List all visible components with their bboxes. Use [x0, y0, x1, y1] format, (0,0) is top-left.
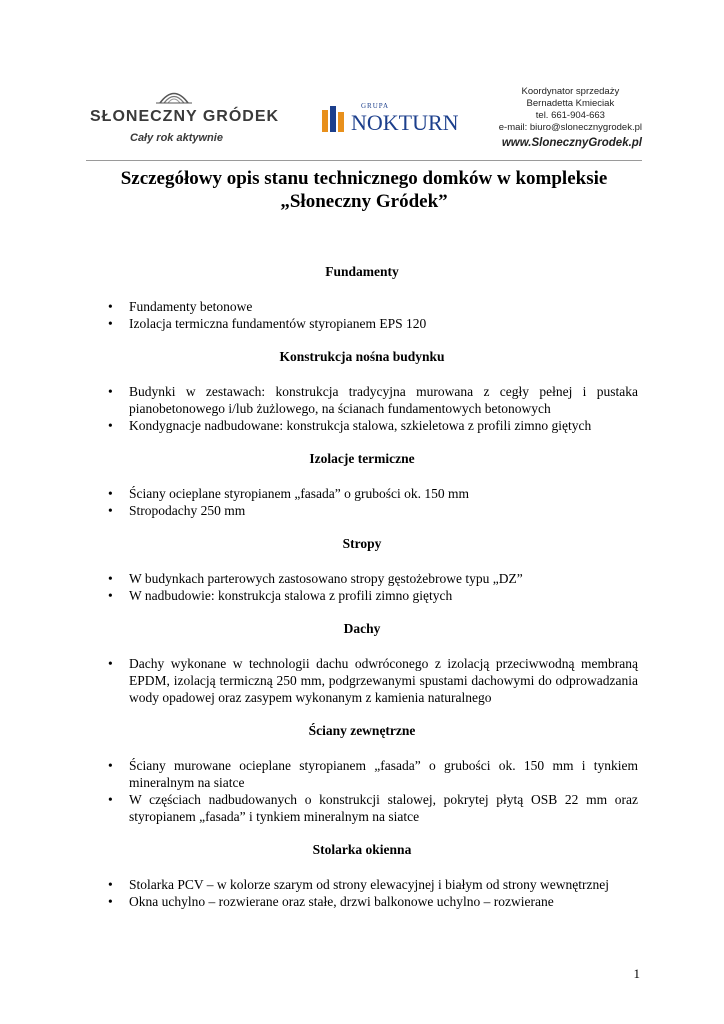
section-heading-konstrukcja: Konstrukcja nośna budynku	[279, 349, 445, 364]
section-list-konstrukcja	[108, 383, 638, 434]
list-item-text: W nadbudowie: konstrukcja stalowa z profili zimno giętych	[129, 588, 453, 603]
logo-name: SŁONECZNY GRÓDEK	[90, 108, 280, 125]
list-item	[108, 315, 638, 332]
list-item-text: W budynkach parterowych zastosowano stropy gęstożebrowe typu „DZ”	[129, 571, 523, 586]
section-heading-izolacje: Izolacje termiczne	[309, 451, 415, 466]
document-body	[108, 264, 638, 927]
logo-tagline: Cały rok aktywnie	[130, 132, 223, 144]
list-item-text: Izolacja termiczna fundamentów styropianem EPS 120	[129, 316, 427, 331]
list-item-text: Ściany murowane ocieplane styropianem „fasada” o grubości ok. 150 mm i tynkiem mineralnym na siatce	[129, 758, 638, 790]
header-divider	[86, 160, 642, 161]
section-list-stolarka	[108, 876, 638, 910]
list-item-text: Okna uchylno – rozwierane oraz stałe, drzwi balkonowe uchylno – rozwierane	[129, 894, 554, 909]
document-title	[86, 167, 642, 213]
website-link[interactable]: www.SlonecznyGrodek.pl	[501, 137, 642, 149]
title-line-1: Szczegółowy opis stanu technicznego domków w kompleksie	[120, 168, 608, 189]
list-item	[108, 757, 638, 791]
section-heading-fundamenty: Fundamenty	[325, 264, 399, 279]
page-number: 1	[633, 966, 640, 981]
bullet-icon: •	[108, 503, 113, 518]
section-list-stropy	[108, 570, 638, 604]
section-heading-dachy: Dachy	[343, 621, 381, 636]
sun-logo-icon	[154, 86, 194, 106]
partner-name: NOKTURN	[351, 110, 459, 135]
section-list-sciany	[108, 757, 638, 825]
bullet-icon: •	[108, 418, 113, 433]
list-item-text: Stolarka PCV – w kolorze szarym od strony elewacyjnej i białym od strony wewnętrznej	[129, 877, 610, 892]
title-line-2: „Słoneczny Gródek”	[280, 191, 448, 212]
list-item	[108, 570, 638, 587]
list-item-text: Kondygnacje nadbudowane: konstrukcja stalowa, szkieletowa z profili zimno giętych	[129, 418, 592, 433]
list-item	[108, 876, 638, 893]
list-item-text: Ściany ocieplane styropianem „fasada” o grubości ok. 150 mm	[129, 486, 470, 501]
sales-contact	[499, 86, 642, 149]
list-item	[108, 383, 638, 417]
sloneczny-grodek-logo	[90, 86, 280, 148]
section-heading-stropy: Stropy	[342, 536, 382, 551]
bullet-icon: •	[108, 588, 113, 603]
bullet-icon: •	[108, 877, 113, 892]
bullet-icon: •	[108, 571, 113, 586]
list-item-text: Fundamenty betonowe	[129, 299, 253, 314]
bullet-icon: •	[108, 656, 113, 671]
nokturn-mark-icon	[321, 104, 347, 134]
list-item-text: Dachy wykonane w technologii dachu odwróconego z izolacją przeciwwodną membraną EPDM, izolacją termiczną 250 mm, podgrzewanymi spustami dachowymi do odprowadzania wody opadowej oraz zasypem wykonanym z kamienia naturalnego	[129, 656, 638, 705]
contact-person: Bernadetta Kmieciak	[526, 98, 615, 109]
list-item	[108, 502, 638, 519]
section-heading-stolarka: Stolarka okienna	[312, 842, 412, 857]
list-item	[108, 417, 638, 434]
bullet-icon: •	[108, 894, 113, 909]
section-list-fundamenty	[108, 298, 638, 332]
section-list-dachy	[108, 655, 638, 706]
list-item	[108, 791, 638, 825]
bullet-icon: •	[108, 792, 113, 807]
list-item	[108, 485, 638, 502]
section-list-izolacje	[108, 485, 638, 519]
section-heading-sciany: Ściany zewnętrzne	[308, 723, 416, 738]
list-item-text: W częściach nadbudowanych o konstrukcji stalowej, pokrytej płytą OSB 22 mm oraz styropianem „fasada” i tynkiem mineralnym na siatce	[129, 792, 638, 824]
list-item	[108, 893, 638, 910]
bullet-icon: •	[108, 316, 113, 331]
bullet-icon: •	[108, 384, 113, 399]
contact-role: Koordynator sprzedaży	[521, 86, 620, 97]
bullet-icon: •	[108, 758, 113, 773]
bullet-icon: •	[108, 486, 113, 501]
list-item	[108, 587, 638, 604]
list-item	[108, 298, 638, 315]
list-item	[108, 655, 638, 706]
list-item-text: Budynki w zestawach: konstrukcja tradycyjna murowana z cegły pełnej i pustaka pianobetonowego i/lub żużlowego, na ścianach fundamentowych betonowych	[129, 384, 638, 416]
contact-phone: tel. 661-904-663	[535, 110, 605, 121]
contact-email: e-mail: biuro@slonecznygrodek.pl	[498, 122, 642, 133]
document-header	[86, 80, 642, 160]
bullet-icon: •	[108, 299, 113, 314]
grupa-nokturn-logo	[321, 102, 459, 138]
partner-group-label: GRUPA	[361, 102, 390, 110]
list-item-text: Stropodachy 250 mm	[129, 503, 246, 518]
